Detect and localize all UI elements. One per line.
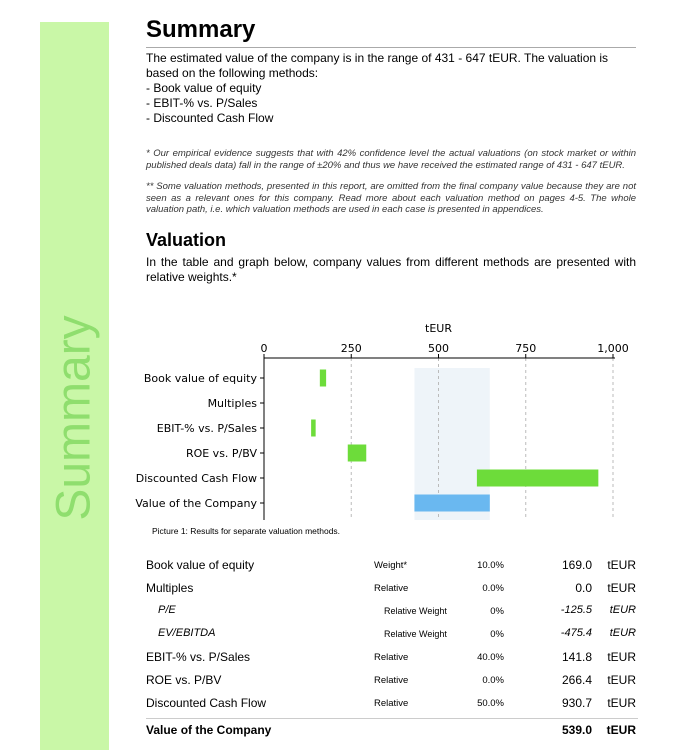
intro-line: - Book value of equity [146,81,262,95]
value-unit: tEUR [607,581,636,595]
weight-percent: 0% [490,606,504,617]
method-value: -125.5 [560,604,592,616]
table-row [146,623,638,646]
weight-label: Relative [374,675,409,686]
weight-percent: 40.0% [477,652,504,663]
table-row [146,577,638,600]
x-tick-label: 250 [340,342,362,355]
range-bar [348,445,366,462]
range-bar [311,420,316,437]
intro-line: The estimated value of the company is in the range of 431 - 647 tEUR. The valuation is [146,51,609,65]
weight-percent: 0% [490,629,504,640]
category-label: ROE vs. P/BV [185,447,257,460]
category-label: Multiples [207,397,257,410]
table-row [146,646,638,669]
table-row [146,692,638,715]
weight-percent: 0.0% [482,583,504,594]
range-bar [477,470,598,487]
method-name: EBIT-% vs. P/Sales [146,650,251,664]
valuation-heading: Valuation [146,229,227,250]
value-unit: tEUR [609,604,636,616]
x-tick-label: 0 [260,342,268,355]
method-value: 0.0 [575,581,592,595]
valuation-table [146,554,638,742]
sidebar-title: Summary [47,315,101,521]
page-title: Summary [146,14,636,48]
category-label: EBIT-% vs. P/Sales [156,422,257,435]
total-unit: tEUR [606,723,636,737]
intro-line: - EBIT-% vs. P/Sales [146,96,258,110]
method-name: EV/EBITDA [158,627,216,639]
value-unit: tEUR [609,627,636,639]
weight-label: Relative [374,698,409,709]
weight-label: Relative Weight [384,606,447,616]
method-name: Multiples [146,581,194,595]
intro-line: - Discounted Cash Flow [146,111,274,125]
weight-label: Weight* [374,560,408,571]
x-tick-label: 750 [515,342,537,355]
table-row [146,669,638,692]
x-tick-label: 500 [428,342,449,355]
total-value: 539.0 [561,723,592,737]
table-row [146,600,638,623]
category-label: Book value of equity [143,372,257,385]
x-tick-label: 1,000 [597,342,629,355]
value-unit: tEUR [607,673,636,687]
table-row [146,554,638,577]
total-label: Value of the Company [146,723,272,737]
method-name: P/E [158,604,176,616]
category-label: Value of the Company [135,497,257,510]
range-bar [320,370,326,387]
value-unit: tEUR [607,696,636,710]
method-value: 930.7 [561,696,592,710]
x-axis-label: tEUR [425,322,452,335]
method-value: -475.4 [560,627,592,639]
method-name: Discounted Cash Flow [146,696,267,710]
footnote-methods: ** Some valuation methods, presented in this report, are omitted from the final company value because they are not seen as a relevant ones for this company. Read more about each valuation method on pages 4-5. The whole valuation path, i.e. which valuation methods are used in each case is presented in appendices. [146,181,636,215]
footnote-confidence: * Our empirical evidence suggests that with 42% confidence level the actual valuations (on stock market or within published deals data) fall in the range of ±20% and thus we have received the estimated range of 431 - 647 tEUR. [146,148,636,171]
method-name: Book value of equity [146,558,255,572]
method-value: 169.0 [561,558,592,572]
valuation-text: In the table and graph below, company values from different methods are presented with relative weights.* [146,254,636,284]
chart-caption: Picture 1: Results for separate valuation methods. [152,526,341,536]
valuation-chart [120,320,640,520]
method-value: 141.8 [561,650,592,664]
intro-text [146,51,636,126]
summary-section [146,14,636,285]
category-label: Discounted Cash Flow [135,472,257,485]
range-bar [414,495,489,512]
weight-percent: 10.0% [477,560,504,571]
weight-percent: 50.0% [477,698,504,709]
weight-label: Relative [374,652,409,663]
weight-percent: 0.0% [482,675,504,686]
intro-line: based on the following methods: [146,66,319,80]
total-row [146,718,638,742]
weight-label: Relative [374,583,409,594]
value-unit: tEUR [607,558,636,572]
method-name: ROE vs. P/BV [146,673,222,687]
method-value: 266.4 [561,673,592,687]
weight-label: Relative Weight [384,629,447,639]
value-unit: tEUR [607,650,636,664]
